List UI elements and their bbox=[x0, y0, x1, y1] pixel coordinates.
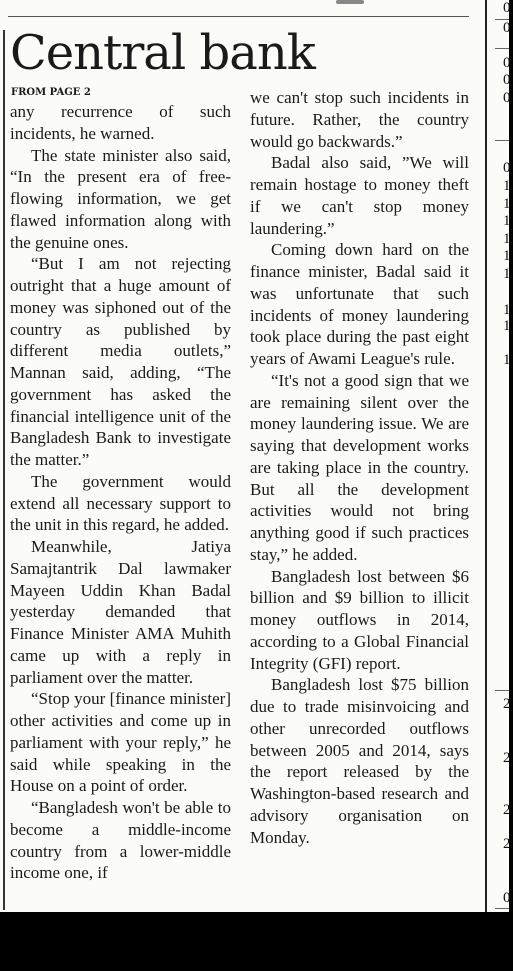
headline: Central bank bbox=[10, 25, 315, 81]
table-divider bbox=[495, 908, 509, 909]
print-smudge bbox=[336, 0, 364, 4]
paragraph: “But I am not rejecting outright that a huge amount of money was siphoned out of the country as published by different media outlets,” Mannan said, adding, “The government has asked the financial intelligence unit of the Bangladesh Bank to investigate the matter.” bbox=[10, 254, 231, 469]
table-cell: 0 bbox=[503, 90, 511, 106]
table-divider bbox=[495, 48, 509, 49]
paragraph: “It's not a good sign that we are remaining silent over the money laundering issue. We are saying that development works are taking place in the country. But all the development activities would not bring anything good if such practices stay,” he added. bbox=[250, 370, 469, 564]
paragraph: The state minister also said, “In the present era of free-flowing information, we get flawed information along with the genuine ones. bbox=[10, 145, 231, 252]
table-cell: 1 bbox=[503, 196, 511, 212]
table-cell: 1 bbox=[503, 178, 511, 194]
table-cell: 1 bbox=[503, 352, 511, 368]
paragraph: Bangladesh lost $75 billion due to trade misinvoicing and other unrecorded outflows between 2005 and 2014, says the report released by the Washington-based research and advisory organisation on Monday. bbox=[250, 675, 469, 847]
paragraph: “Bangladesh won't be able to become a middle-income country from a lower-middle income one, if bbox=[10, 798, 231, 883]
paragraph: Badal also said, ”We will remain hostage to money theft if we can't stop money laundering.” bbox=[250, 153, 469, 238]
table-cell: 2 bbox=[503, 802, 511, 818]
table-cell: 1 bbox=[503, 213, 511, 229]
dateline: FROM PAGE 2 bbox=[11, 87, 91, 98]
table-cell: 2 bbox=[503, 836, 511, 852]
scan-border bbox=[0, 912, 507, 971]
paragraph: any recurrence of such incidents, he warned. bbox=[10, 102, 231, 143]
table-divider bbox=[495, 690, 509, 691]
paragraph: The government would extend all necessary support to the unit in this regard, he added. bbox=[10, 471, 231, 535]
table-cell: 2 bbox=[503, 696, 511, 712]
paragraph: we can't stop such incidents in future. Rather, the country would go backwards.” bbox=[250, 88, 469, 151]
paragraph: Coming down hard on the finance minister, Badal said it was unfortunate that such incidents of money laundering took place during the past eight years of Awami League's rule. bbox=[250, 240, 469, 368]
table-divider bbox=[495, 140, 509, 141]
table-cell: 0 bbox=[503, 0, 511, 16]
paragraph: Bangladesh lost between $6 billion and $9 billion to illicit money outflows in 2014, according to a Global Financial Integrity (GFI) report. bbox=[250, 566, 469, 673]
article-column-right bbox=[250, 87, 469, 848]
table-cell: 0 bbox=[503, 890, 511, 906]
table-cell: 2 bbox=[503, 750, 511, 766]
table-cell: 1 bbox=[503, 248, 511, 264]
left-column-rule bbox=[3, 30, 5, 910]
paragraph: Meanwhile, Jatiya Samajtantrik Dal lawmaker Mayeen Uddin Khan Badal yesterday demanded that Finance Minister AMA Muhith came up with a reply in parliament over the matter. bbox=[10, 537, 231, 687]
adjacent-table-column bbox=[485, 0, 509, 912]
article-column-left bbox=[10, 101, 231, 884]
table-cell: 0 bbox=[503, 72, 511, 88]
table-cell: 1 bbox=[503, 318, 511, 334]
paragraph: “Stop your [finance minister] other activities and come up in parliament with your reply,” he said while speaking in the House on a point of order. bbox=[10, 689, 231, 796]
table-cell: 0 bbox=[503, 20, 511, 36]
table-cell: 0 bbox=[503, 55, 511, 71]
top-rule bbox=[8, 16, 469, 17]
table-cell: 1 bbox=[503, 302, 511, 318]
table-cell: 1 bbox=[503, 231, 511, 247]
table-cell: 1 bbox=[503, 266, 511, 282]
table-cell: 0 bbox=[503, 160, 511, 176]
